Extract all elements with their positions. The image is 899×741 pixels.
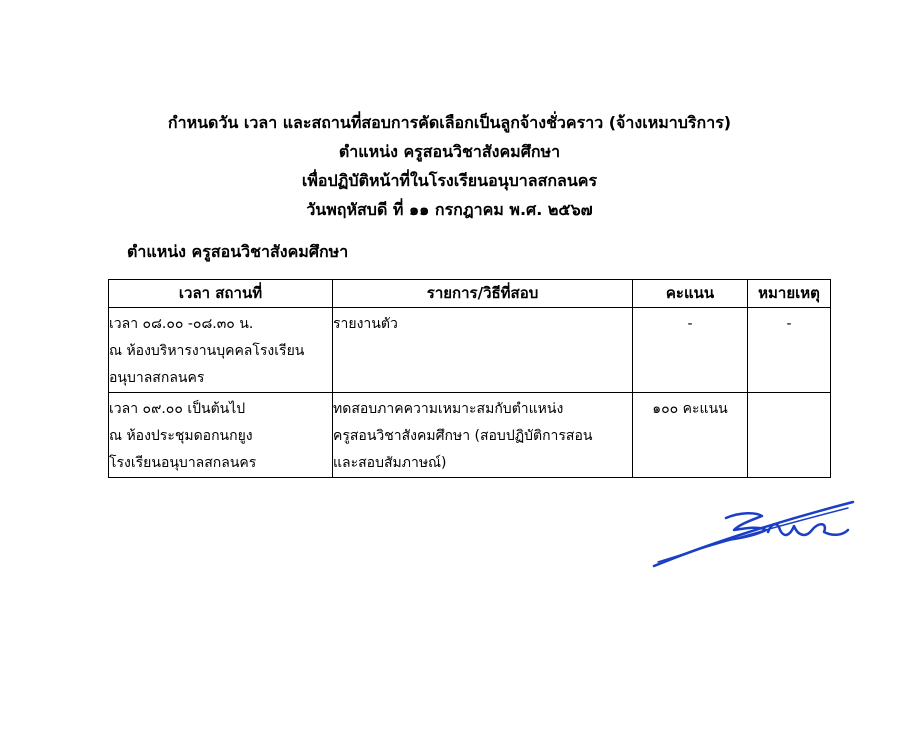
table-row <box>109 393 831 478</box>
header-description: รายการ/วิธีที่สอบ <box>333 280 633 308</box>
description-line: และสอบสัมภาษณ์) <box>333 455 447 471</box>
score-cell: ๑๐๐ คะแนน <box>633 393 748 478</box>
signature-letter-stroke <box>726 513 766 540</box>
signature-image <box>648 496 858 572</box>
time-place-cell <box>109 308 333 393</box>
header-time-place: เวลา สถานที่ <box>109 280 333 308</box>
header-score: คะแนน <box>633 280 748 308</box>
heading-line-2: ตำแหน่ง ครูสอนวิชาสังคมศึกษา <box>338 142 561 161</box>
description-cell <box>333 308 633 393</box>
signature-strokes <box>654 502 853 566</box>
table-row <box>109 308 831 393</box>
time-place-line: อนุบาลสกลนคร <box>109 370 205 386</box>
time-place-line: เวลา ๐๙.๐๐ เป็นต้นไป <box>109 401 246 417</box>
time-place-line: ณ ห้องบริหารงานบุคคลโรงเรียน <box>109 343 305 359</box>
heading-line-1: กำหนดวัน เวลา และสถานที่สอบการคัดเลือกเป็นลูกจ้างชั่วคราว (จ้างเหมาบริการ) <box>167 113 732 132</box>
time-place-line: โรงเรียนอนุบาลสกลนคร <box>109 455 257 471</box>
exam-schedule-table <box>108 279 831 478</box>
header-remark: หมายเหตุ <box>748 280 831 308</box>
description-line: ครูสอนวิชาสังคมศึกษา (สอบปฏิบัติการสอน <box>333 428 593 444</box>
score-cell: - <box>633 308 748 393</box>
time-place-cell <box>109 393 333 478</box>
heading-line-4: วันพฤหัสบดี ที่ ๑๑ กรกฎาคม พ.ศ. ๒๕๖๗ <box>306 200 593 219</box>
description-cell <box>333 393 633 478</box>
description-line: รายงานตัว <box>333 316 398 332</box>
time-place-line: เวลา ๐๘.๐๐ -๐๘.๓๐ น. <box>109 316 254 332</box>
time-place-line: ณ ห้องประชุมดอกนกยูง <box>109 428 253 444</box>
remark-cell <box>748 393 831 478</box>
table-header-row <box>109 280 831 308</box>
position-label: ตำแหน่ง ครูสอนวิชาสังคมศึกษา <box>127 242 349 261</box>
document-heading <box>0 108 899 224</box>
remark-cell: - <box>748 308 831 393</box>
heading-line-3: เพื่อปฏิบัติหน้าที่ในโรงเรียนอนุบาลสกลนคร <box>301 171 598 190</box>
description-line: ทดสอบภาคความเหมาะสมกับตำแหน่ง <box>333 401 564 417</box>
